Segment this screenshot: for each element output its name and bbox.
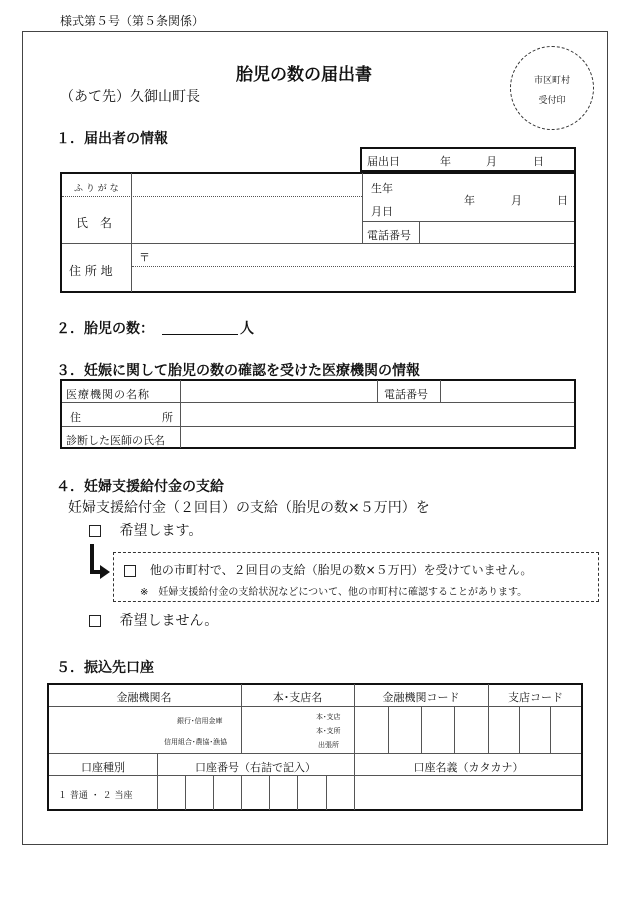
divider — [49, 706, 581, 707]
section-2-heading: ２．胎児の数： — [56, 321, 154, 337]
bank-name-field[interactable] — [49, 708, 240, 752]
date-year-label: 年 — [440, 155, 451, 168]
fetus-count-field[interactable] — [162, 334, 238, 335]
reception-stamp-circle — [510, 46, 594, 130]
stamp-line-2: 受付印 — [538, 96, 566, 106]
birth-day-label: 日 — [557, 194, 568, 207]
divider — [454, 707, 455, 753]
institution-name-field[interactable] — [182, 381, 376, 401]
branch-type-3: 出張所 — [318, 741, 339, 749]
divider — [180, 380, 181, 448]
confirmation-note: ※ 妊婦支援給付金の支給状況などについて、他の市町村に確認することがあります。 — [140, 587, 528, 598]
date-month-label: 月 — [486, 155, 497, 168]
option-no-label: 希望しません。 — [119, 613, 219, 629]
divider — [440, 380, 441, 402]
institution-address-field[interactable] — [182, 404, 574, 425]
institution-address-label-2: 所 — [162, 411, 173, 424]
addressee: （あて先）久御山町長 — [60, 89, 200, 105]
divider — [62, 402, 574, 403]
divider — [241, 776, 242, 810]
institution-phone-field[interactable] — [442, 381, 574, 401]
section-3-heading: ３．妊娠に関して胎児の数の確認を受けた医療機関の情報 — [56, 363, 420, 379]
page-title: 胎児の数の届出書 — [236, 65, 372, 85]
postal-mark: 〒 — [139, 251, 150, 264]
institution-phone-label: 電話番号 — [384, 388, 428, 401]
divider — [519, 707, 520, 753]
divider — [377, 380, 378, 402]
section-4-heading: ４．妊婦支援給付金の支給 — [56, 479, 224, 495]
branch-type-1: 本･支店 — [316, 713, 341, 721]
address-field[interactable] — [133, 245, 574, 291]
divider — [326, 776, 327, 810]
bank-type-1: 銀行･信用金庫 — [177, 717, 223, 725]
birth-year-label: 年 — [464, 194, 475, 207]
section-1-heading: １．届出者の情報 — [56, 131, 168, 147]
checkbox-no[interactable] — [89, 615, 101, 627]
account-holder-header: 口座名義（カタカナ） — [413, 761, 524, 774]
doctor-name-label: 診断した医師の氏名 — [66, 434, 165, 447]
institution-name-label: 医療機関の名称 — [66, 388, 150, 401]
section-5-heading: ５．振込先口座 — [56, 660, 154, 676]
birth-label-1: 生年 — [371, 182, 393, 195]
branch-name-header: 本･支店名 — [272, 691, 323, 704]
name-label: 氏 名 — [76, 216, 113, 230]
checkbox-yes[interactable] — [89, 525, 101, 537]
stamp-line-1: 市区町村 — [533, 76, 570, 86]
branch-type-2: 本･支所 — [316, 727, 341, 735]
divider — [49, 753, 581, 754]
furigana-field[interactable] — [133, 174, 361, 196]
arrow-down-right-icon — [86, 542, 114, 582]
account-holder-field[interactable] — [356, 777, 581, 809]
name-field[interactable] — [133, 198, 361, 242]
divider — [362, 221, 574, 222]
divider — [388, 707, 389, 753]
divider — [269, 776, 270, 810]
divider — [213, 776, 214, 810]
divider — [62, 196, 362, 197]
divider — [131, 173, 132, 292]
bank-type-2: 信用組合･農協･漁協 — [164, 738, 227, 746]
account-type-options[interactable]: １ 普通 ・ ２ 当座 — [58, 791, 133, 801]
birth-month-label: 月 — [511, 194, 522, 207]
phone-field[interactable] — [421, 223, 573, 242]
institution-address-label-1: 住 — [70, 411, 81, 424]
branch-code-header: 支店コード — [508, 691, 563, 704]
divider — [362, 173, 363, 243]
phone-label: 電話番号 — [367, 229, 411, 242]
benefit-line: 妊婦支援給付金（２回目）の支給（胎児の数×５万円）を — [68, 500, 430, 516]
account-type-header: 口座種別 — [81, 761, 125, 774]
divider — [550, 707, 551, 753]
account-number-header: 口座番号（右詰で記入） — [195, 761, 316, 774]
divider — [185, 776, 186, 810]
submission-date-label: 届出日 — [367, 155, 400, 168]
bank-name-header: 金融機関名 — [116, 691, 172, 704]
option-yes[interactable] — [89, 520, 202, 540]
divider — [62, 426, 574, 427]
checkbox-other-municipality[interactable] — [124, 565, 136, 577]
divider — [62, 243, 574, 244]
divider — [419, 221, 420, 243]
furigana-label: ふ り が な — [74, 184, 119, 194]
divider — [421, 707, 422, 753]
birth-label-2: 月日 — [371, 205, 393, 218]
branch-name-field[interactable] — [243, 708, 313, 752]
date-day-label: 日 — [533, 155, 544, 168]
form-id: 様式第５号（第５条関係） — [60, 14, 205, 28]
option-other-municipality[interactable] — [124, 561, 532, 578]
fetus-count-unit: 人 — [240, 321, 254, 337]
divider — [49, 775, 581, 776]
doctor-name-field[interactable] — [182, 428, 574, 448]
address-label: 住 所 地 — [69, 264, 113, 278]
bank-code-header: 金融機関コード — [382, 691, 460, 704]
other-municipality-label: 他の市町村で、２回目の支給（胎児の数×５万円）を受けていません。 — [149, 563, 533, 577]
option-no[interactable] — [89, 610, 218, 630]
option-yes-label: 希望します。 — [119, 523, 203, 539]
divider — [297, 776, 298, 810]
